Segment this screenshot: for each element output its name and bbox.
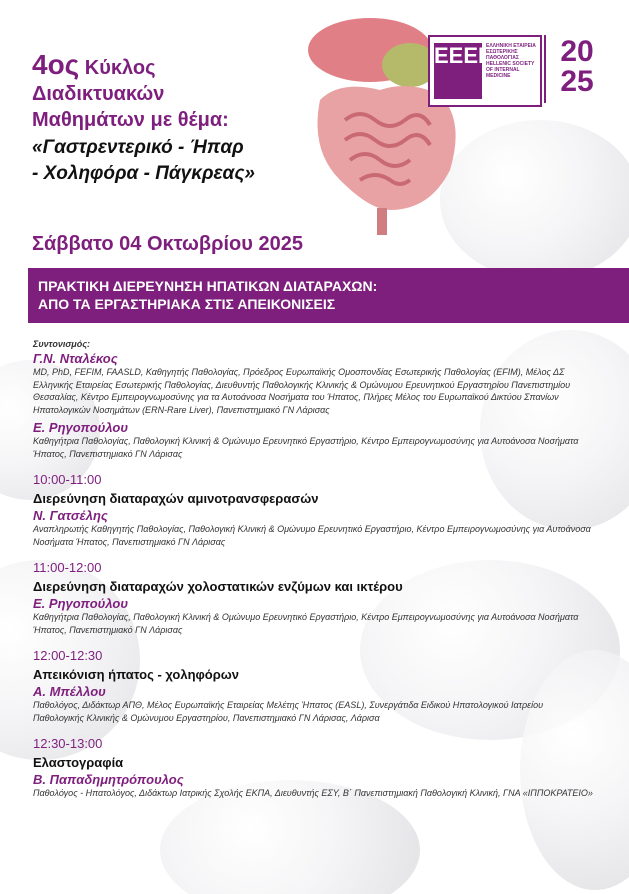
- subject-line2: - Χοληφόρα - Πάγκρεας»: [32, 163, 255, 184]
- session-topic: Απεικόνιση ήπατος - χοληφόρων: [33, 667, 240, 682]
- banner-line1: ΠΡΑΚΤΙΚΗ ΔΙΕΡΕΥΝΗΣΗ ΗΠΑΤΙΚΩΝ ΔΙΑΤΑΡΑΧΩΝ:: [38, 278, 378, 294]
- event-date: Σάββατο 04 Οκτωβρίου 2025: [32, 233, 303, 255]
- subject-line1: «Γαστρεντερικό - Ήπαρ: [32, 137, 244, 158]
- session: [33, 648, 593, 724]
- session-speaker-desc: Παθολόγος, Διδάκτωρ ΑΠΘ, Μέλος Ευρωπαϊκής Εταιρείας Μελέτης Ήπατος (EASL), Συνεργάτιδα Ειδικού Ηπατολογικού Ιατρείου Παθολογικής Κλινικής & Ομώνυμου Εργαστηρίου, Πανεπιστημιακό ΓΝ Λάρισας, Λάρισα: [33, 700, 544, 723]
- session-time: 12:30-13:00: [33, 736, 103, 751]
- coordinator-name: Ε. Ρηγοπούλου: [33, 420, 129, 435]
- coordinator-desc: Καθηγήτρια Παθολογίας, Παθολογική Κλινική & Ομώνυμο Ερευνητικό Εργαστήριο, Κέντρο Εμπειρογνωμοσύνης για Αυτοάνοσα Νοσήματα Ήπατος, Πανεπιστημιακό ΓΝ Λάρισας: [33, 436, 579, 459]
- session-time: 10:00-11:00: [33, 472, 102, 487]
- series-title: 4ος Κύκλος: [32, 49, 156, 80]
- session-speaker-desc: Αναπληρωτής Καθηγητής Παθολογίας, Παθολογική Κλινική & Ομώνυμο Ερευνητικό Εργαστήριο, Κέντρο Εμπειρογνωμοσύνης για Αυτοάνοσα Νοσήματα Ήπατος, Πανεπιστημιακό ΓΝ Λάρισας: [33, 524, 591, 547]
- logo-year: 20 25: [544, 35, 608, 103]
- coordinator: [33, 351, 593, 416]
- session-speaker-desc: Καθηγήτρια Παθολογίας, Παθολογική Κλινική & Ομώνυμο Ερευνητικό Εργαστήριο, Κέντρο Εμπειρογνωμοσύνης για Αυτοάνοσα Νοσήματα Ήπατος, Πανεπιστημιακό ΓΝ Λάρισας: [33, 612, 579, 635]
- logo-org-text: ΕΛΛΗΝΙΚΗ ΕΤΑΙΡΕΙΑ ΕΣΩΤΕΡΙΚΗΣ ΠΑΘΟΛΟΓΙΑΣ HELLENIC SOCIETY OF INTERNAL MEDICINE: [486, 43, 536, 79]
- session: [33, 736, 593, 800]
- session-topic: Διερεύνηση διαταραχών χολοστατικών ενζύμων και ικτέρου: [33, 579, 403, 594]
- session: [33, 560, 593, 636]
- logo-letters: ΕΕΕΠ: [434, 43, 482, 99]
- session-speaker: Ε. Ρηγοπούλου: [33, 596, 129, 611]
- session-speaker: Α. Μπέλλου: [33, 684, 106, 699]
- coordinator-desc: MD, PhD, FEFIM, FAASLD, Καθηγητής Παθολογίας, Πρόεδρος Ευρωπαϊκής Ομοσπονδίας Εσωτερικής Παθολογίας (EFIM), Μέλος ΔΣ Ελληνικής Εταιρείας Εσωτερικής Παθολογίας, Διευθυντής Παθολογικής Κλινικής & Ομώνυμου Ερευνητικού Εργαστηρίου Πανεπιστημίου Θεσσαλίας, Κέντρο Εμπειρογνωμοσύνης για τα Αυτοάνοσα Νοσήματα του Ήπατος, Πλήρες Μέλος του Ευρωπαϊκού Δικτύου Σπανίων Ηπατολογικών Νοσημάτων (ERN-Rare Liver), Πανεπιστημιακό ΓΝ Λάρισας: [33, 367, 571, 415]
- coordinator: [33, 420, 593, 460]
- session-time: 12:00-12:30: [33, 648, 103, 663]
- header: [32, 49, 332, 187]
- coordinator-name: Γ.Ν. Νταλέκος: [33, 351, 118, 366]
- coordination-label: Συντονισμός:: [33, 339, 91, 349]
- topic-banner: [28, 268, 629, 323]
- series-title-line3: Μαθημάτων με θέμα:: [32, 109, 229, 131]
- session-speaker-desc: Παθολόγος - Ηπατολόγος, Διδάκτωρ Ιατρικής Σχολής ΕΚΠΑ, Διευθυντής ΕΣΥ, Β΄ Πανεπιστημιακή Παθολογική Κλινική, ΓΝΑ «ΙΠΠΟΚΡΑΤΕΙΟ»: [33, 788, 593, 798]
- session: [33, 472, 593, 548]
- session-speaker: Β. Παπαδημητρόπουλος: [33, 772, 184, 787]
- session-topic: Ελαστογραφία: [33, 755, 124, 770]
- session-topic: Διερεύνηση διαταραχών αμινοτρανσφερασών: [33, 491, 319, 506]
- organization-logo: [428, 35, 606, 103]
- session-speaker: Ν. Γατσέλης: [33, 508, 108, 523]
- banner-line2: ΑΠΟ ΤΑ ΕΡΓΑΣΤΗΡΙΑΚΑ ΣΤΙΣ ΑΠΕΙΚΟΝΙΣΕΙΣ: [38, 296, 336, 312]
- program-content: [33, 339, 593, 800]
- session-time: 11:00-12:00: [33, 560, 102, 575]
- series-title-line2: Διαδικτυακών: [32, 83, 165, 105]
